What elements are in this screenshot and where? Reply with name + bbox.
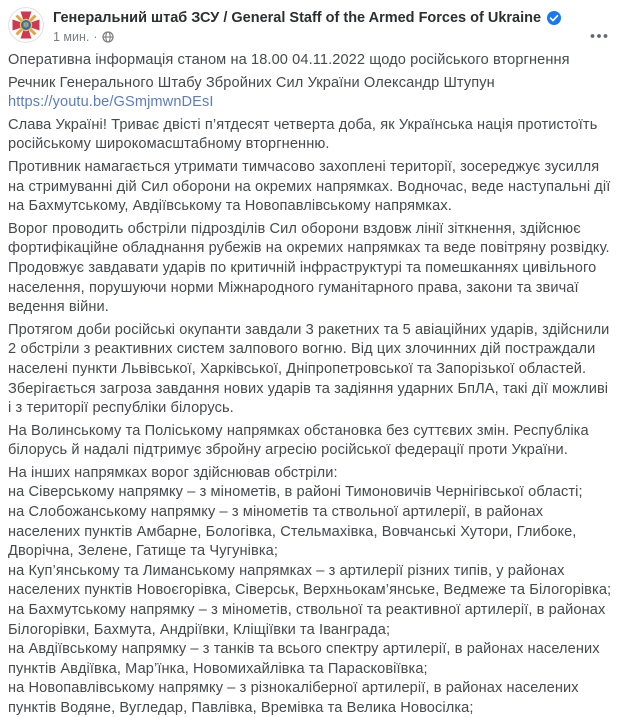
post-text-line: Противник намагається утримати тимчасово захоплені території, зосереджує зусилля на стримуванні дій Сил оборони на окремих напрямках. Водночас, веде наступальні дії на Бахмутському, Авдіївському та Новопавлівському напрямках. — [8, 158, 611, 215]
post-text-line: Речник Генерального Штабу Збройних Сил України Олександр Штупун — [8, 74, 495, 91]
header-meta — [53, 7, 615, 44]
post-paragraph — [8, 464, 615, 717]
post-paragraph — [8, 116, 615, 155]
globe-icon — [102, 31, 114, 43]
post-text-line: на Куп’янському та Лиманському напрямках – з артилерії різних типів, у районах населених пунктів Новоєгорівка, Сіверськ, Верхньокам’янське, Ведмеже та Білогорівка; — [8, 562, 612, 599]
post-text-line: на Бахмутському напрямку – з мінометів, ствольної та реактивної артилерії, в районах Білогорівки, Бахмута, Андріївки, Кліщіївки та Іванграда; — [8, 602, 606, 638]
post-paragraph — [8, 158, 615, 217]
post-paragraph — [8, 220, 615, 318]
post-text-line: на Новопавлівському напрямку – з різнокаліберної артилерії, в районах населених пунктів Водяне, Вугледар, Павлівка, Времівка та Велика Новосілка; — [8, 680, 579, 716]
more-options-button[interactable] — [586, 22, 612, 48]
post-header — [8, 7, 615, 51]
post-paragraph — [8, 422, 615, 461]
post-text-line: На інших напрямках ворог здійснював обстріли: — [8, 464, 338, 481]
post-text-line: Оперативна інформація станом на 18.00 04.11.2022 щодо російського вторгнення — [8, 52, 570, 68]
post-body — [8, 51, 615, 717]
avatar[interactable] — [8, 7, 44, 43]
post-text-line: Слава Україні! Триває двісті п’ятдесят четверта доба, як Українська нація протистоїть російському широкомасштабному вторгненню. — [8, 116, 598, 153]
timestamp[interactable]: 1 мин. — [53, 30, 90, 44]
youtube-link[interactable]: https://youtu.be/GSmjmwnDEsI — [8, 94, 214, 111]
post-text-line: на Слобожанському напрямку – з мінометів та ствольної артилерії, в районах населених пунктів Амбарне, Бологівка, Стельмахівка, Вовчанські Хутори, Глибоке, Дворічна, Зелене, Гатище та Чугунівка; — [8, 504, 577, 560]
post-paragraph — [8, 321, 615, 419]
armed-forces-emblem-icon — [8, 7, 44, 43]
post-paragraph — [8, 74, 615, 113]
verified-badge-icon — [547, 11, 561, 25]
post-text-line: на Авдіївському напрямку – з танків та всього спектру артилерії, в районах населених пунктів Авдіївка, Мар’їнка, Новомихайлівка та Парасковіївка; — [8, 641, 600, 677]
post-text-line: На Волинському та Поліському напрямках обстановка без суттєвих змін. Республіка білорусь й надалі підтримує збройну агресію російської федерації проти України. — [8, 422, 589, 459]
ellipsis-icon — [590, 33, 608, 39]
post-paragraph — [8, 51, 615, 71]
dot-separator: · — [93, 30, 98, 44]
post-text-line: Ворог проводить обстріли підрозділів Сил оборони вздовж лінії зіткнення, здійснює фортифікаційне обладнання рубежів на окремих напрямках та веде повітряну розвідку. Продовжує завдавати ударів по критичній інфраструктурі та помешканнях цивільного населення, порушуючи норми Міжнародного гуманітарного права, закони та звичаї ведення війни. — [8, 220, 610, 316]
post-text-line: на Сіверському напрямку – з мінометів, в районі Тимоновичів Чернігівської області; — [8, 484, 583, 501]
page-name[interactable]: Генеральний штаб ЗСУ / General Staff of the Armed Forces of Ukraine — [53, 10, 542, 26]
post-text-line: Протягом доби російські окупанти завдали 3 ракетних та 5 авіаційних ударів, здійснили 2 обстріли з реактивних систем залпового вогню. Від цих злочинних дій постраждали населені пункти Львівської, Харківської, Дніпропетровської та Запорізької областей. Зберігається загроза завдання нових ударів та задіяння ударних БпЛА, такі дії можливі і з території республіки білорусь. — [8, 321, 610, 417]
